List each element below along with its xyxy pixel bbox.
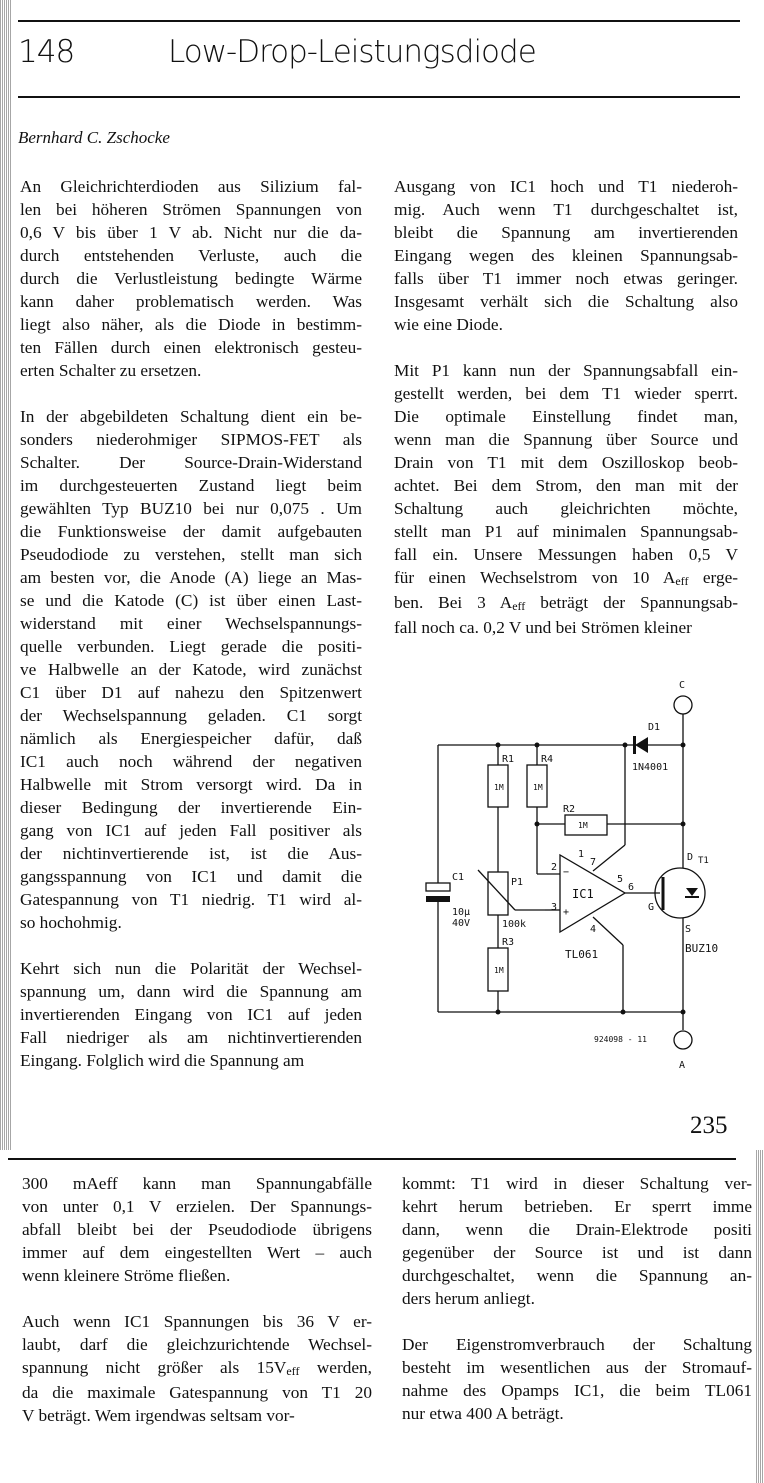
text-line: dann, wenn die Drain-Elektrode positi xyxy=(402,1220,752,1239)
text-line: wenn man die Spannung über Source und xyxy=(394,430,738,449)
text-line: Ausgang von IC1 hoch und T1 niederoh- xyxy=(394,177,738,196)
text-line: der Wechselspannung geladen. C1 sorgt xyxy=(20,706,362,725)
text-line: erten Schalter zu ersetzen. xyxy=(20,361,202,380)
label-terminal-a: A xyxy=(679,1060,686,1071)
text-line: invertierenden Eingang von IC1 auf jeden xyxy=(20,1005,362,1024)
label-t1-gate: G xyxy=(648,902,655,913)
header-rule-top xyxy=(18,20,740,22)
text-line: nämlich als Energiespeicher dafür, daß xyxy=(20,729,362,748)
text-line: durch entstehenden Verluste, auch die xyxy=(20,246,362,265)
text-line: gang von IC1 auf jeden Fall positiver als xyxy=(20,821,362,840)
text-line: fall noch ca. 0,2 V und bei Strömen kleiner xyxy=(394,618,692,637)
text-line: 300 mAeff kann man Spannungabfälle xyxy=(22,1174,372,1193)
text-line: bleibt die Spannung am invertierenden xyxy=(394,223,738,242)
text-line: Eingang wegen des kleinen Spannungsab- xyxy=(394,246,738,265)
circuit-schematic xyxy=(420,670,720,1090)
text-line: In der abgebildeten Schaltung dient ein be- xyxy=(20,407,362,426)
text-line: laubt, darf die gleichzurichtende Wechsel- xyxy=(22,1335,372,1354)
text-line: liegt also näher, als die Diode in bestimm- xyxy=(20,315,362,334)
text-line: Auch wenn IC1 Spannungen bis 36 V er- xyxy=(22,1312,372,1331)
value-r3: 1M xyxy=(494,966,504,975)
pin-7: 7 xyxy=(590,857,597,868)
label-t1-drain: D xyxy=(687,852,694,863)
text-line: An Gleichrichterdioden aus Silizium fal- xyxy=(20,177,362,196)
paragraph xyxy=(402,1333,752,1425)
label-terminal-c: C xyxy=(679,680,686,691)
text-line: Schaltung auch gleichrichten möchte, xyxy=(394,499,738,518)
text-line: falls über T1 immer noch etwas geringer. xyxy=(394,269,738,288)
value-p1: 100k xyxy=(502,919,527,930)
text-line: IC1 auch noch während der negativen xyxy=(20,752,362,771)
label-d1-type: 1N4001 xyxy=(632,762,669,773)
article-title: Low-Drop-Leistungsdiode xyxy=(168,34,536,70)
value-r4: 1M xyxy=(533,783,543,792)
paragraph xyxy=(20,957,362,1072)
label-r2: R2 xyxy=(563,804,576,815)
opamp-minus: − xyxy=(563,867,570,878)
page-spine-shadow-bottom xyxy=(756,1150,764,1483)
text-line: gangsspannung von IC1 und damit die xyxy=(20,867,362,886)
text-line: 0,6 V bis über 1 V ab. Nicht nur die da- xyxy=(20,223,362,242)
label-ic1: IC1 xyxy=(572,887,594,901)
figure-code: 924098 - 11 xyxy=(594,1035,647,1044)
value-r2: 1M xyxy=(578,821,588,830)
text-line: V beträgt. Wem irgendwas seltsam vor- xyxy=(22,1406,295,1425)
text-line: widerstand mit einer Wechselspannungs- xyxy=(20,614,362,633)
text-line: wenn kleinere Ströme fließen. xyxy=(22,1266,231,1285)
text-line: die Funktionsweise der damit aufgebauten xyxy=(20,522,362,541)
column-right xyxy=(394,175,738,662)
pin-4: 4 xyxy=(590,924,597,935)
text-line: ten Fällen durch einen elektronisch gesteu- xyxy=(20,338,362,357)
text-line: Eingang. Folglich wird die Spannung am xyxy=(20,1051,305,1070)
text-line: abfall bleibt bei der Pseudodiode übrigens xyxy=(22,1220,372,1239)
text-line: im durchgesteuerten Zustand liegt beim xyxy=(20,476,362,495)
label-p1: P1 xyxy=(511,877,524,888)
text-line: immer auf dem eingestellten Wert – auch xyxy=(22,1243,372,1262)
paragraph xyxy=(394,359,738,639)
text-line: Insgesamt verhält sich die Schaltung also xyxy=(394,292,738,311)
value-c1: 10µ xyxy=(452,907,471,918)
text-line: gegenüber der Source ist und ist dann xyxy=(402,1243,752,1262)
text-line: Pseudodiode zu verstehen, stellt man sich xyxy=(20,545,362,564)
label-r1: R1 xyxy=(502,754,515,765)
text-line: Fall niedriger als am nichtinvertierenden xyxy=(20,1028,362,1047)
text-line: Die optimale Einstellung findet man, xyxy=(394,407,738,426)
text-line: da die maximale Gatespannung von T1 20 xyxy=(22,1383,372,1402)
text-line: Der Eigenstromverbrauch der Schaltung xyxy=(402,1335,752,1354)
text-line: spannung um, dann wird die Spannung am xyxy=(20,982,362,1001)
text-line: am besten vor, die Anode (A) liege an Mas- xyxy=(20,568,362,587)
pin-3: 3 xyxy=(551,902,558,913)
pin-1: 1 xyxy=(578,849,585,860)
text-line: besteht im wesentlichen aus der Stromauf- xyxy=(402,1358,752,1377)
terminal-cathode xyxy=(674,696,692,714)
text-line: kommt: T1 wird in dieser Schaltung ver- xyxy=(402,1174,752,1193)
paragraph xyxy=(394,175,738,336)
label-c1: C1 xyxy=(452,872,465,883)
text-line: ve Halbwelle an der Katode, wird zunächst xyxy=(20,660,362,679)
text-line: ders herum anliegt. xyxy=(402,1289,535,1308)
paragraph xyxy=(402,1172,752,1310)
label-r4: R4 xyxy=(541,754,554,765)
text-line: spannung nicht größer als $15V_{eff}$ werden, xyxy=(22,1358,373,1378)
pin-5: 5 xyxy=(617,874,624,885)
text-line: ben. Bei 3 $A_{eff}$ beträgt der Spannungsab- xyxy=(394,593,738,613)
text-line: sonders niederohmiger SIPMOS-FET als xyxy=(20,430,362,449)
type-ic1: TL061 xyxy=(565,948,599,961)
text-line: Mit P1 kann nun der Spannungsabfall ein- xyxy=(394,361,738,380)
paragraph xyxy=(20,405,362,934)
text-line: Kehrt sich nun die Polarität der Wechsel- xyxy=(20,959,362,978)
label-d1: D1 xyxy=(648,722,661,733)
text-line: len bei höheren Strömen Spannungen von xyxy=(20,200,362,219)
label-t1: T1 xyxy=(698,856,709,866)
column-left xyxy=(20,175,362,1095)
column-right-continued xyxy=(402,1172,752,1448)
text-line: stellt man P1 auf minimalen Spannungsab- xyxy=(394,522,738,541)
text-line: C1 über D1 auf nahezu den Spitzenwert xyxy=(20,683,362,702)
page-separator-rule xyxy=(8,1158,736,1160)
text-line: fall ein. Unsere Messungen haben 0,5 V xyxy=(394,545,738,564)
author: Bernhard C. Zschocke xyxy=(18,128,170,147)
text-line: achtet. Bei dem Strom, den man mit der xyxy=(394,476,738,495)
text-line: der nichtinvertierende ist, ist die Aus- xyxy=(20,844,362,863)
text-line: kann daher problematisch werden. Was xyxy=(20,292,362,311)
value-r1: 1M xyxy=(494,783,504,792)
text-line: von unter 0,1 V erzielen. Der Spannungs- xyxy=(22,1197,372,1216)
paragraph xyxy=(20,175,362,382)
header-rule-bottom xyxy=(18,96,740,98)
text-line: se und die Katode (C) ist über einen Last- xyxy=(20,591,362,610)
page-number: 235 xyxy=(690,1112,728,1139)
text-line: mig. Auch wenn T1 durchgeschaltet ist, xyxy=(394,200,738,219)
diode-d1 xyxy=(635,737,648,753)
text-line: quelle verbunden. Liegt gerade die positi- xyxy=(20,637,362,656)
text-line: dieser Bedingung der invertierende Ein- xyxy=(20,798,362,817)
paragraph xyxy=(22,1310,372,1427)
opamp-plus: + xyxy=(563,907,570,918)
capacitor-c1 xyxy=(426,883,450,891)
pin-2: 2 xyxy=(551,862,558,873)
text-line: für einen Wechselstrom von 10 $A_{eff}$ erge- xyxy=(394,568,739,588)
paragraph xyxy=(22,1172,372,1287)
text-line: Halbwelle mit Strom versorgt wird. Da in xyxy=(20,775,362,794)
column-left-continued xyxy=(22,1172,372,1450)
voltage-c1: 40V xyxy=(452,918,471,929)
text-line: nahme des Opamps IC1, die beim TL061 xyxy=(402,1381,752,1400)
label-r3: R3 xyxy=(502,937,515,948)
text-line: gestellt werden, bei dem T1 wieder sperrt. xyxy=(394,384,738,403)
pin-6: 6 xyxy=(628,882,635,893)
text-line: durchgeschaltet, wenn die Spannung an- xyxy=(402,1266,752,1285)
text-line: Gatespannung von T1 niedrig. T1 wird al- xyxy=(20,890,362,909)
type-t1: BUZ10 xyxy=(685,942,719,955)
text-line: kehrt herum betrieben. Er sperrt imme xyxy=(402,1197,752,1216)
text-line: nur etwa 400 A beträgt. xyxy=(402,1404,564,1423)
potentiometer-p1 xyxy=(488,872,508,915)
label-t1-source: S xyxy=(685,924,692,935)
article-number: 148 xyxy=(18,34,75,70)
text-line: wie eine Diode. xyxy=(394,315,503,334)
text-line: Drain von T1 mit dem Oszilloskop beob- xyxy=(394,453,738,472)
text-line: Schalter. Der Source-Drain-Widerstand xyxy=(20,453,362,472)
text-line: durch die Verlustleistung bedingte Wärme xyxy=(20,269,362,288)
text-line: so hochohmig. xyxy=(20,913,122,932)
terminal-anode xyxy=(674,1031,692,1049)
text-line: gewählten Typ BUZ10 bei nur 0,075 . Um xyxy=(20,499,362,518)
page-spine-shadow xyxy=(0,0,12,1150)
